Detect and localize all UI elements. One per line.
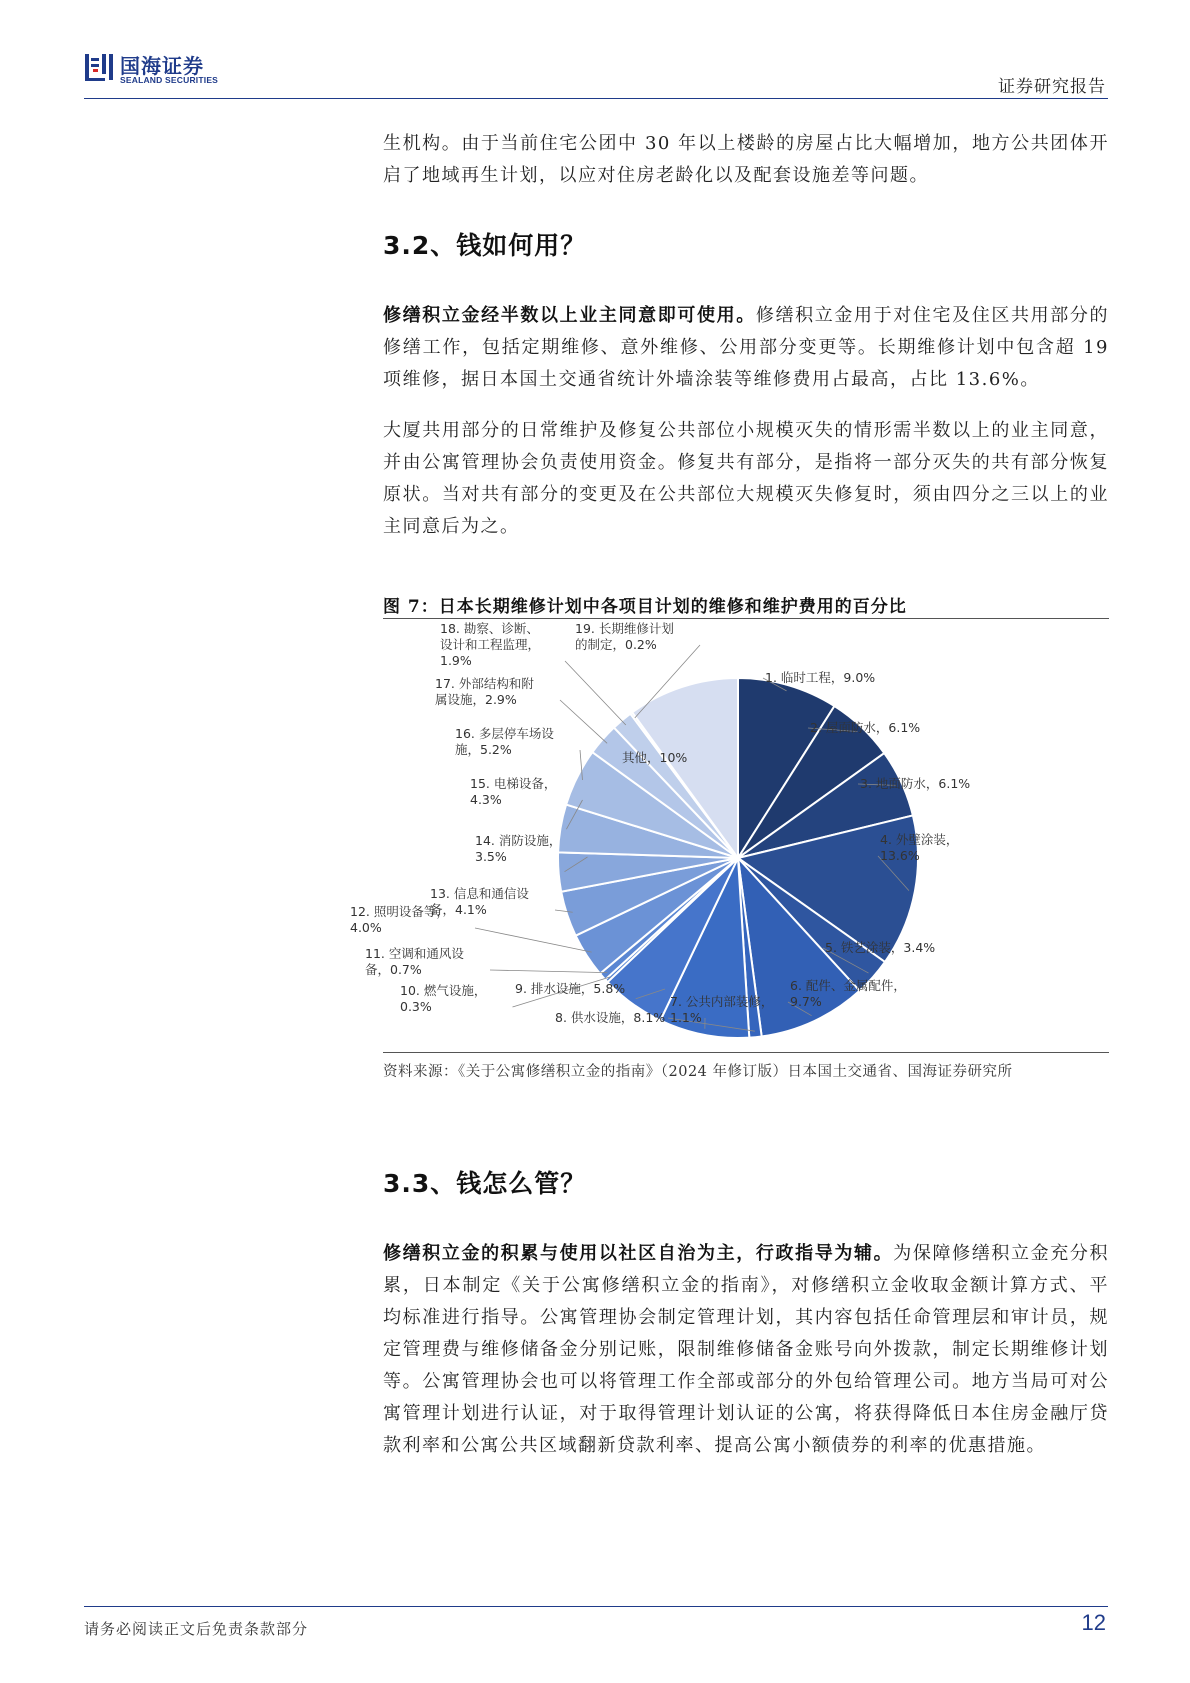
- paragraph-management: [383, 1238, 1109, 1462]
- paragraph-usage-lead: 修缮积立金经半数以上业主同意即可使用。: [383, 305, 756, 326]
- paragraph-management-lead: 修缮积立金的积累与使用以社区自治为主，行政指导为辅。: [383, 1243, 894, 1264]
- pie-label-1: 1. 临时工程，9.0%: [765, 670, 876, 685]
- leader-line-11: [490, 970, 607, 973]
- pie-label-8: 8. 供水设施，8.1%: [555, 1010, 666, 1025]
- pie-label-5: 5. 铁艺涂装，3.4%: [825, 940, 936, 955]
- page-number: 12: [1081, 1610, 1106, 1635]
- pie-label-12: 12. 照明设备等， 4.0%: [350, 904, 449, 935]
- pie-label-18: 18. 勘察、诊断、设计和工程监理， 1.9%: [440, 621, 541, 668]
- figure-source: 资料来源：《关于公寓修缮积立金的指南》（2024 年修订版）日本国土交通省、国海证券研究所: [383, 1064, 1013, 1080]
- pie-label-10: 10. 燃气设施， 0.3%: [400, 983, 487, 1014]
- pie-label-2: 2. 屋面防水，6.1%: [810, 720, 921, 735]
- pie-label-11: 11. 空调和通风设备，0.7%: [365, 946, 464, 977]
- paragraph-management-body: 为保障修缮积立金充分积累，日本制定《关于公寓修缮积立金的指南》，对修缮积立金收取金额计算方式、平均标准进行指导。公寓管理协会制定管理计划，其内容包括任命管理层和审计员，规定管理费与维修储备金分别记账，限制维修储备金账号向外拨款，制定长期维修计划等。公寓管理协会也可以将管理工作全部或部分的外包给管理公司。地方当局可对公寓管理计划进行认证，对于取得管理计划认证的公寓，将获得降低日本住房金融厅贷款利率和公寓公共区域翻新贷款利率、提高公寓小额债券的利率的优惠措施。: [383, 1243, 1109, 1456]
- company-logo-icon: [84, 52, 116, 82]
- pie-label-14: 14. 消防设施， 3.5%: [475, 833, 562, 864]
- footer-divider: [84, 1606, 1108, 1607]
- paragraph-maintenance-block: [383, 415, 1109, 543]
- pie-label-9: 9. 排水设施，5.8%: [515, 981, 626, 996]
- leader-line-17: [560, 700, 607, 743]
- pie-label-6: 6. 配件、金属配件， 9.7%: [790, 978, 906, 1009]
- pie-label-4: 4. 外壁涂装， 13.6%: [880, 832, 959, 863]
- paragraph-usage-body: 修缮积立金用于对住宅及住区共用部分的修缮工作，包括定期维修、意外维修、公用部分变更等。长期维修计划中包含超 19 项维修，据日本国土交通省统计外墙涂装等维修费用占最高，占比 13.6%。: [383, 305, 1109, 390]
- section-3-3: [383, 1164, 1109, 1200]
- section-heading-3-2: 3.2、钱如何用？: [383, 231, 587, 260]
- pie-chart: [350, 621, 1110, 1052]
- figure-bottom-rule: [383, 1052, 1109, 1053]
- paragraph-usage: [383, 300, 1109, 396]
- pie-label-20: 其他，10%: [622, 750, 688, 765]
- paragraph-intro: 生机构。由于当前住宅公团中 30 年以上楼龄的房屋占比大幅增加，地方公共团体开启了地域再生计划，以应对住房老龄化以及配套设施差等问题。: [383, 133, 1109, 186]
- footer-disclaimer: 请务必阅读正文后免责条款部分: [84, 1620, 309, 1638]
- header-divider: [84, 98, 1108, 99]
- content-top: [383, 128, 1109, 192]
- section-heading-3-3: 3.3、钱怎么管？: [383, 1169, 587, 1198]
- pie-label-17: 17. 外部结构和附属设施，2.9%: [435, 676, 534, 707]
- logo-text-en: SEALAND SECURITIES: [120, 75, 219, 85]
- pie-label-16: 16. 多层停车场设施，5.2%: [455, 726, 554, 757]
- figure-title: 图 7：日本长期维修计划中各项目计划的维修和维护费用的百分比: [383, 597, 907, 617]
- section-3-2: [383, 226, 1109, 262]
- leader-line-18: [565, 661, 626, 725]
- pie-label-3: 3. 地面防水，6.1%: [860, 776, 971, 791]
- pie-label-19: 19. 长期维修计划的制定，0.2%: [575, 621, 674, 652]
- logo-text-cn: 国海证券: [120, 54, 204, 78]
- pie-label-7: 7. 公共内部装修， 1.1%: [670, 994, 774, 1025]
- figure-top-rule: [383, 618, 1109, 619]
- paragraph-management-block: [383, 1238, 1109, 1462]
- pie-label-13: 13. 信息和通信设备，4.1%: [430, 886, 529, 917]
- report-type-label: 证券研究报告: [998, 77, 1106, 97]
- paragraph-usage-block: [383, 300, 1109, 396]
- paragraph-maintenance: 大厦共用部分的日常维护及修复公共部位小规模灭失的情形需半数以上的业主同意，并由公寓管理协会负责使用资金。修复共有部分，是指将一部分灭失的共有部分恢复原状。当对共有部分的变更及在公共部位大规模灭失修复时，须由四分之三以上的业主同意后为之。: [383, 420, 1109, 537]
- pie-label-15: 15. 电梯设备， 4.3%: [470, 776, 557, 807]
